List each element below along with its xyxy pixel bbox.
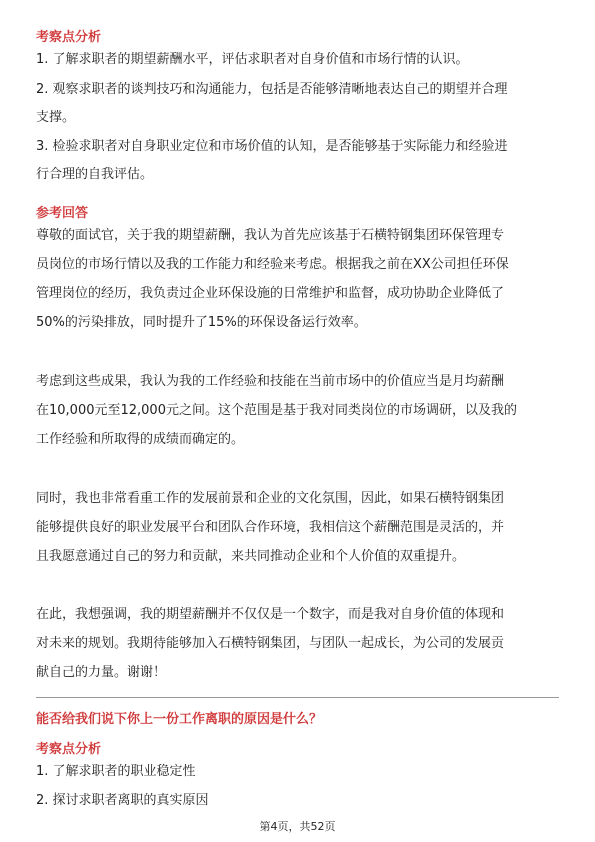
answer-paragraph-line: 能够提供良好的职业发展平台和团队合作环境，我相信这个薪酬范围是灵活的，并 bbox=[36, 520, 505, 535]
section-heading-analysis: 考察点分析 bbox=[36, 30, 102, 45]
section-divider bbox=[36, 697, 559, 698]
answer-paragraph-line: 尊敬的面试官，关于我的期望薪酬，我认为首先应该基于石横特钢集团环保管理专 bbox=[36, 228, 505, 243]
page-number: 第4页，共52页 bbox=[259, 820, 336, 833]
answer-paragraph-line: 在此，我想强调，我的期望薪酬并不仅仅是一个数字，而是我对自身价值的体现和 bbox=[36, 607, 505, 622]
answer-paragraph-line: 考虑到这些成果，我认为我的工作经验和技能在当前市场中的价值应当是月均薪酬 bbox=[36, 374, 505, 389]
analysis-item: 1. 了解求职者的职业稳定性 bbox=[36, 764, 196, 779]
answer-paragraph-line: 50%的污染排放，同时提升了15%的环保设备运行效率。 bbox=[36, 315, 367, 330]
analysis-item: 2. 观察求职者的谈判技巧和沟通能力，包括是否能够清晰地表达自己的期望并合理 bbox=[36, 82, 508, 97]
analysis-item: 行合理的自我评估。 bbox=[36, 167, 154, 182]
answer-paragraph-line: 且我愿意通过自己的努力和贡献，来共同推动企业和个人价值的双重提升。 bbox=[36, 549, 466, 564]
answer-paragraph-line: 对未来的规划。我期待能够加入石横特钢集团，与团队一起成长，为公司的发展贡 bbox=[36, 636, 505, 651]
answer-paragraph-line: 献自己的力量。谢谢！ bbox=[36, 665, 167, 680]
answer-paragraph-line: 工作经验和所取得的成绩而确定的。 bbox=[36, 432, 245, 447]
section-heading-analysis-2: 考察点分析 bbox=[36, 742, 102, 757]
analysis-item: 1. 了解求职者的期望薪酬水平，评估求职者对自身价值和市场行情的认识。 bbox=[36, 52, 469, 67]
answer-paragraph-line: 在10,000元至12,000元之间。这个范围是基于我对同类岗位的市场调研，以及我的 bbox=[36, 403, 517, 418]
analysis-item: 2. 探讨求职者离职的真实原因 bbox=[36, 793, 209, 808]
answer-paragraph-line: 管理岗位的经历，我负责过企业环保设施的日常维护和监督，成功协助企业降低了 bbox=[36, 286, 505, 301]
next-question-title: 能否给我们说下你上一份工作离职的原因是什么？ bbox=[36, 712, 323, 727]
section-heading-answer: 参考回答 bbox=[36, 206, 89, 221]
answer-paragraph-line: 员岗位的市场行情以及我的工作能力和经验来考虑。根据我之前在XX公司担任环保 bbox=[36, 257, 509, 272]
analysis-item: 3. 检验求职者对自身职业定位和市场价值的认知，是否能够基于实际能力和经验进 bbox=[36, 139, 508, 154]
answer-paragraph-line: 同时，我也非常看重工作的发展前景和企业的文化氛围，因此，如果石横特钢集团 bbox=[36, 491, 505, 506]
analysis-item: 支撑。 bbox=[36, 110, 76, 125]
